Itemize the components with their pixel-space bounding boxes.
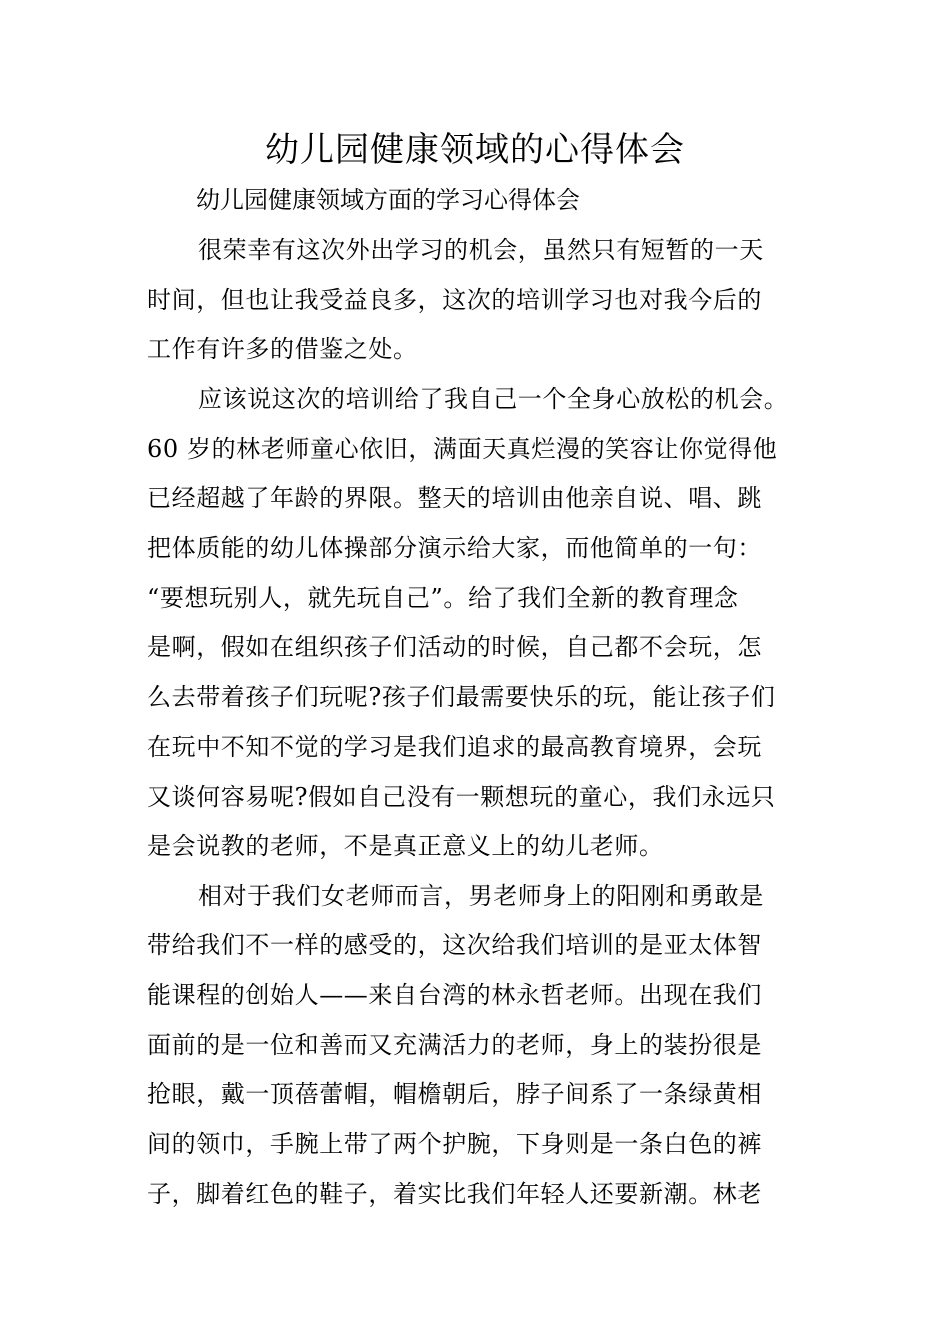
paragraph-line: 把体质能的幼儿体操部分演示给大家，而他简单的一句： bbox=[147, 534, 762, 562]
paragraph-line: 工作有许多的借鉴之处。 bbox=[147, 335, 418, 363]
paragraph-line: 很荣幸有这次外出学习的机会，虽然只有短暂的一天 bbox=[198, 236, 764, 264]
paragraph-line: 时间，但也让我受益良多，这次的培训学习也对我今后的 bbox=[147, 286, 762, 314]
paragraph-line: 是会说教的老师，不是真正意义上的幼儿老师。 bbox=[147, 832, 664, 860]
paragraph-line: 带给我们不一样的感受的，这次给我们培训的是亚太体智 bbox=[147, 931, 762, 959]
paragraph-line: 么去带着孩子们玩呢?孩子们最需要快乐的玩，能让孩子们 bbox=[147, 683, 776, 711]
paragraph-line: 应该说这次的培训给了我自己一个全身心放松的机会。 bbox=[198, 385, 789, 413]
paragraph-line: 间的领巾，手腕上带了两个护腕，下身则是一条白色的裤 bbox=[147, 1130, 762, 1158]
paragraph-line: 60 岁的林老师童心依旧，满面天真烂漫的笑容让你觉得他 bbox=[147, 435, 778, 463]
paragraph-line: 子，脚着红色的鞋子，着实比我们年轻人还要新潮。林老 bbox=[147, 1180, 762, 1208]
paragraph-line: 抢眼，戴一顶蓓蕾帽，帽檐朝后，脖子间系了一条绿黄相 bbox=[147, 1080, 762, 1108]
paragraph-line: 又谈何容易呢?假如自己没有一颗想玩的童心，我们永远只 bbox=[147, 783, 776, 811]
paragraph-line: 相对于我们女老师而言，男老师身上的阳刚和勇敢是 bbox=[198, 882, 764, 910]
paragraph-line: 在玩中不知不觉的学习是我们追求的最高教育境界，会玩 bbox=[147, 733, 762, 761]
document-subtitle: 幼儿园健康领域方面的学习心得体会 bbox=[196, 186, 580, 214]
paragraph-line: 面前的是一位和善而又充满活力的老师，身上的装扮很是 bbox=[147, 1031, 762, 1059]
document-title: 幼儿园健康领域的心得体会 bbox=[265, 130, 685, 170]
paragraph-line: 能课程的创始人——来自台湾的林永哲老师。出现在我们 bbox=[147, 981, 762, 1009]
paragraph-line: “要想玩别人，就先玩自己”。给了我们全新的教育理念 bbox=[147, 584, 739, 612]
paragraph-line: 是啊，假如在组织孩子们活动的时候，自己都不会玩，怎 bbox=[147, 633, 762, 661]
paragraph-line: 已经超越了年龄的界限。整天的培训由他亲自说、唱、跳 bbox=[147, 484, 762, 512]
